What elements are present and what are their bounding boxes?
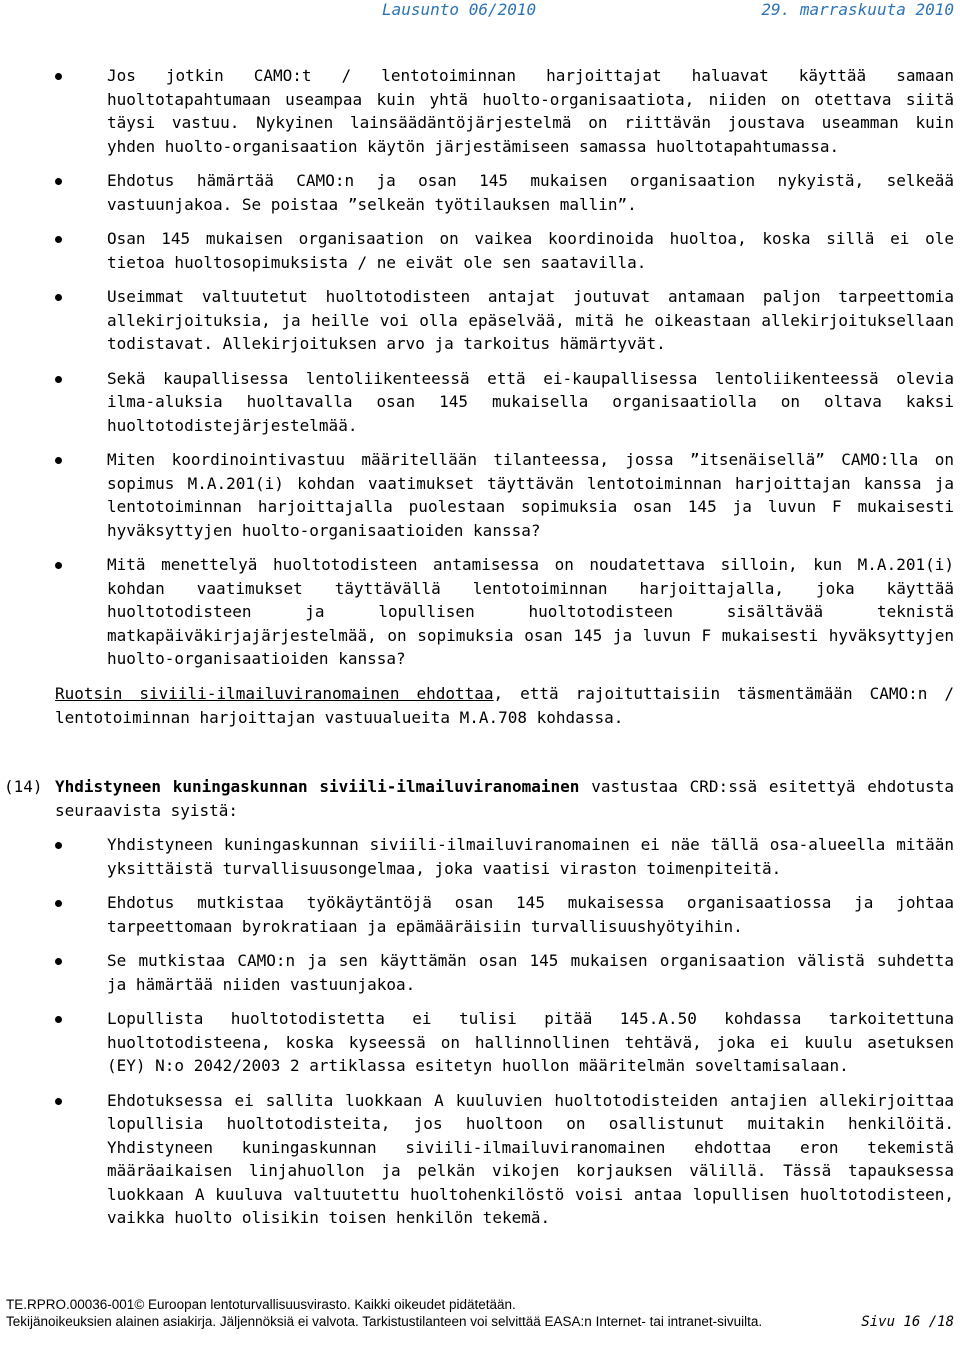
header-date: 29. marraskuuta 2010 xyxy=(761,0,954,19)
bullet-icon xyxy=(55,900,62,907)
list-item: Lopullista huoltotodistetta ei tulisi pitää 145.A.50 kohdassa tarkoitettuna huoltotodisteena, koska kyseessä on hallinnollinen tehtävä, joka ei kuulu asetuksen (EY) N:o 2042/2003 2 artiklassa esitetyn huollon määritelmän soveltamisalaan. xyxy=(0,1007,960,1078)
footer-copyright: TE.RPRO.00036-001© Euroopan lentoturvallisuusvirasto. Kaikki oikeudet pidätetään. xyxy=(6,1297,516,1312)
bullet-icon xyxy=(55,236,62,243)
section-number: (14) xyxy=(4,777,43,796)
bullet-icon xyxy=(55,562,62,569)
bullet-icon xyxy=(55,376,62,383)
bullet-list-bottom xyxy=(0,833,960,1230)
bullet-icon xyxy=(55,178,62,185)
list-item: Ehdotus mutkistaa työkäytäntöjä osan 145 mukaisessa organisaatiossa ja johtaa tarpeettomaan byrokratiaan ja epämääräisiin turvallisuushyötyihin. xyxy=(0,891,960,938)
bullet-icon xyxy=(55,73,62,80)
header-document-title: Lausunto 06/2010 xyxy=(382,0,537,19)
recommendation-source: Ruotsin siviili-ilmailuviranomainen ehdottaa xyxy=(55,684,494,703)
list-item: Miten koordinointivastuu määritellään tilanteessa, jossa ”itsenäisellä” CAMO:lla on sopimus M.A.201(i) kohdan vaatimukset täyttävän lentotoiminnan harjoittajan kanssa ja lentotoiminnan harjoittajalla puolestaan sopimuksia osan 145 ja luvun F mukaisesti hyväksyttyjen huolto-organisaatioiden kanssa? xyxy=(0,448,960,542)
list-item: Se mutkistaa CAMO:n ja sen käyttämän osan 145 mukaisen organisaation välistä suhdetta ja hämärtää niiden vastuunjakoa. xyxy=(0,949,960,996)
recommendation-paragraph: Ruotsin siviili-ilmailuviranomainen ehdottaa, että rajoituttaisiin täsmentämään CAMO:n / lentotoiminnan harjoittajan vastuualueita M.A.708 kohdassa. xyxy=(55,684,955,727)
footer-notice: Tekijänoikeuksien alainen asiakirja. Jäljennöksiä ei valvota. Tarkistustilanteen voi selvittää EASA:n Internet- tai intranet-sivuilta. xyxy=(6,1314,763,1329)
list-item: Jos jotkin CAMO:t / lentotoiminnan harjoittajat haluavat käyttää samaan huoltotapahtumaan useampaa kuin yhtä huolto-organisaatiota, niiden on otettava siitä täysi vastuu. Nykyinen lainsäädäntöjärjestelmä on riittävän joustava useamman kuin yhden huolto-organisaation käytön järjestämiseen samassa huoltotapahtumassa. xyxy=(0,64,960,158)
page-number: Sivu 16 /18 xyxy=(861,1314,954,1330)
list-item: Ehdotuksessa ei sallita luokkaan A kuuluvien huoltotodisteiden antajien allekirjoittaa lopullisia huoltotodisteita, jos huoltoon on osallistunut muitakin henkilöitä. Yhdistyneen kuningaskunnan siviili-ilmailuviranomainen ehdottaa eron tekemistä määräaikaisen linjahuollon ja pelkän vikojen korjauksen välillä. Tässä tapauksessa luokkaan A kuuluva valtuutettu huoltohenkilöstö voisi antaa lopullisen huoltotodisteen, vaikka huolto olisikin toisen henkilön tekemä. xyxy=(0,1089,960,1230)
bullet-icon xyxy=(55,457,62,464)
bullet-icon xyxy=(55,294,62,301)
list-item: Ehdotus hämärtää CAMO:n ja osan 145 mukaisen organisaation nykyistä, selkeää vastuunjakoa. Se poistaa ”selkeän työtilauksen mallin”. xyxy=(0,169,960,216)
bullet-list-top xyxy=(0,64,960,671)
list-item: Osan 145 mukaisen organisaation on vaikea koordinoida huoltoa, koska sillä ei ole tietoa huoltosopimuksista / ne eivät ole sen saatavilla. xyxy=(0,227,960,274)
section-intro: Yhdistyneen kuningaskunnan siviili-ilmailuviranomainen vastustaa CRD:ssä esitettyä ehdotusta seuraavista syistä: xyxy=(55,777,955,820)
list-item: Sekä kaupallisessa lentoliikenteessä että ei-kaupallisessa lentoliikenteessä olevia ilma-aluksia huoltavalla osan 145 mukaisella organisaatiolla on oltava kaksi huoltotodistejärjestelmää. xyxy=(0,367,960,438)
list-item: Mitä menettelyä huoltotodisteen antamisessa on noudatettava silloin, kun M.A.201(i) kohdan vaatimukset täyttävällä lentotoiminnan harjoittajalla, joka käyttää huoltotodisteen ja lopullisen huoltotodisteen sisältävää teknistä matkapäiväkirjajärjestelmää, on sopimuksia osan 145 ja luvun F mukaisesti hyväksyttyjen huolto-organisaatioiden kanssa? xyxy=(0,553,960,671)
bullet-icon xyxy=(55,842,62,849)
copyright-icon: © xyxy=(134,1297,145,1312)
bullet-icon xyxy=(55,958,62,965)
footer-document-code: TE.RPRO.00036-001 xyxy=(6,1297,135,1312)
bullet-icon xyxy=(55,1098,62,1105)
bullet-icon xyxy=(55,1016,62,1023)
list-item: Useimmat valtuutetut huoltotodisteen antajat joutuvat antamaan paljon tarpeettomia allekirjoituksia, ja heille voi olla epäselvää, mitä he oikeastaan allekirjoituksellaan todistavat. Allekirjoituksen arvo ja tarkoitus hämärtyvät. xyxy=(0,285,960,356)
section-authority: Yhdistyneen kuningaskunnan siviili-ilmailuviranomainen xyxy=(55,777,580,796)
list-item: Yhdistyneen kuningaskunnan siviili-ilmailuviranomainen ei näe tällä osa-alueella mitään yksittäistä turvallisuusongelmaa, joka vaatisi viraston toimenpiteitä. xyxy=(0,833,960,880)
